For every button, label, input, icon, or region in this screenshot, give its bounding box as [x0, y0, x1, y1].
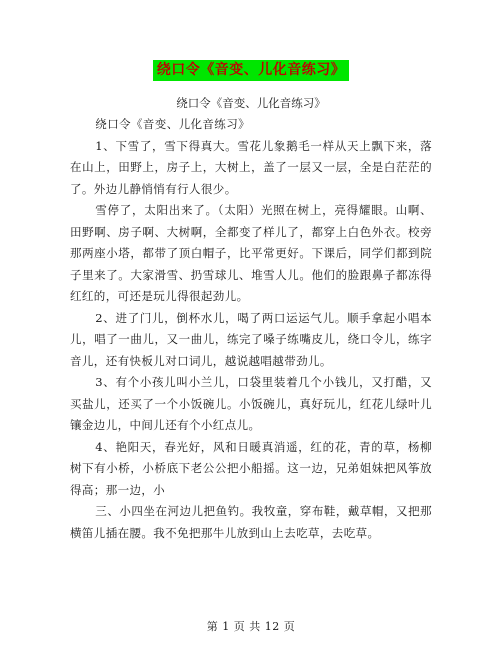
paragraph-heading: 绕口令《音变、儿化音练习》: [95, 117, 250, 131]
paragraph-6: 三、小四坐在河边儿把鱼钓。我牧童，穿布鞋，戴草帽，又把那横笛儿插在腰。我不免把那牛儿放到山上去吃草，去吃草。: [70, 504, 432, 540]
document-body: [70, 114, 432, 544]
title-container: [0, 59, 502, 81]
paragraph-4: 3、有个小孩儿叫小兰儿，口袋里装着几个小钱儿，又打醋，又买盐儿，还买了一个小饭碗儿。小饭碗儿，真好玩儿，红花儿绿叶儿镶金边儿，中间儿还有个小红点儿。: [70, 375, 432, 432]
paragraph-3: 2、进了门儿，倒杯水儿，喝了两口运运气儿。顺手拿起小唱本儿，唱了一曲儿，又一曲儿，练完了嗓子练嘴皮儿，绕口令儿，练字音儿，还有快板儿对口词儿，越说越唱越带劲儿。: [70, 310, 432, 368]
document-subtitle: 绕口令《音变、儿化音练习》: [176, 96, 326, 110]
document-title: 绕口令《音变、儿化音练习》: [153, 60, 350, 81]
paragraph-1: 1、下雪了，雪下得真大。雪花儿象鹅毛一样从天上飘下来，落在山上，田野上，房子上，大树上，盖了一层又一层，全是白茫茫的了。外边儿静悄悄有行人很少。: [70, 138, 432, 196]
paragraph-5: 4、艳阳天，春光好，风和日暖真消遥，红的花，青的草，杨柳树下有小桥，小桥底下老公公把小船摇。这一边，兄弟姐妹把风筝放得高；那一边，小: [70, 439, 432, 497]
page-footer: 第 1 页 共 12 页: [206, 620, 296, 633]
paragraph-2: 雪停了，太阳出来了。（太阳）光照在树上，亮得耀眼。山啊、田野啊、房子啊、大树啊，全都变了样儿了，都穿上白色外衣。校旁那两座小塔，都带了顶白帽子，比平常更好。下课后，同学们都到院子里来了。大家滑雪、扔雪球儿、堆雪人儿。他们的脸跟鼻子都冻得红红的，可还是玩儿得很起劲儿。: [70, 203, 432, 303]
